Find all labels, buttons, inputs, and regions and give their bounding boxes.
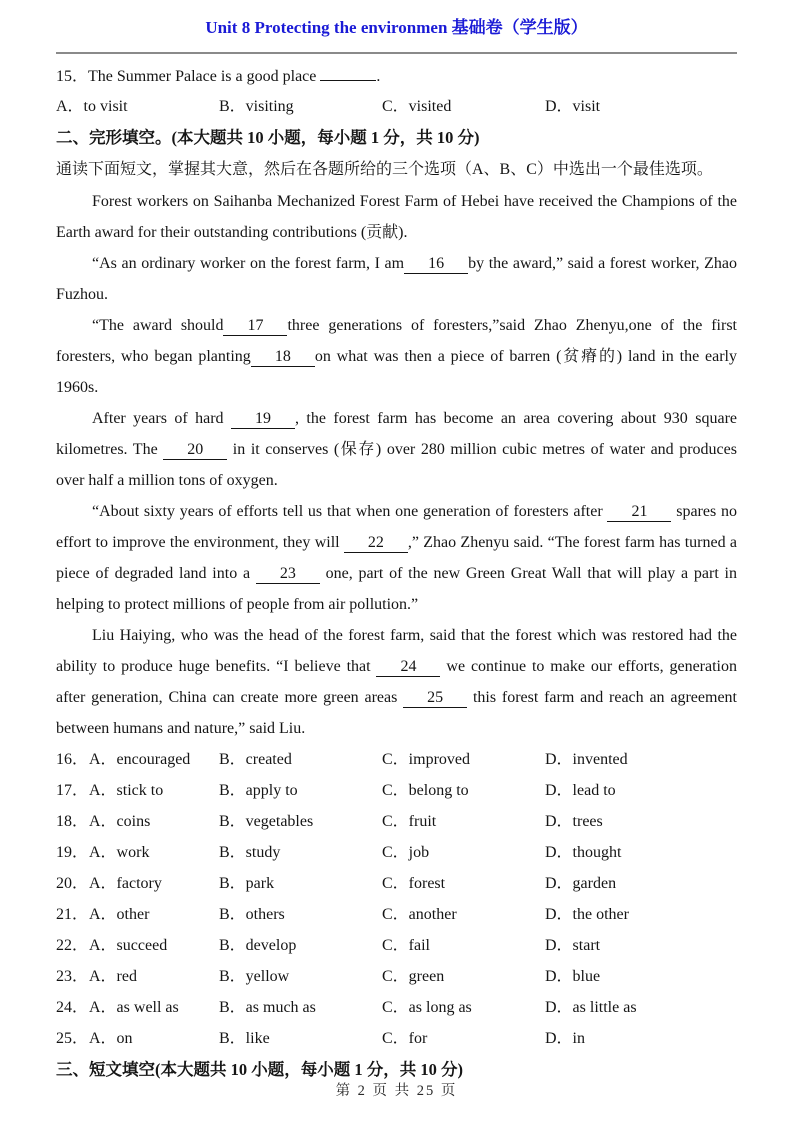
- option-c: C．belong to: [382, 782, 469, 799]
- cloze-question-row-16: [56, 744, 737, 775]
- passage-text: this forest farm and reach an agreement between humans and nature,” said Liu.: [56, 689, 737, 737]
- q15-option-d: D．visit: [545, 98, 601, 115]
- option-d: D．in: [545, 1030, 586, 1047]
- passage-text: by the award,” said a forest worker, Zhao Fuzhou.: [56, 255, 737, 303]
- question-number: 19．: [56, 844, 89, 861]
- option-a: A．on: [89, 1030, 133, 1047]
- option-c: C．green: [382, 968, 445, 985]
- cloze-question-row-23: [56, 961, 737, 992]
- option-a: A．factory: [89, 875, 162, 892]
- question-15-blank: [320, 64, 376, 81]
- option-b: B．apply to: [219, 782, 298, 799]
- passage-paragraph-2: [56, 248, 737, 310]
- option-b: B．park: [219, 875, 275, 892]
- option-a: A．as well as: [89, 999, 179, 1016]
- q15-option-b: B．visiting: [219, 98, 294, 115]
- question-15-text: 15．The Summer Palace is a good place: [56, 68, 321, 85]
- question-number: 20．: [56, 875, 89, 892]
- cloze-question-row-21: [56, 899, 737, 930]
- cloze-instruction: 通读下面短文，掌握其大意，然后在各题所给的三个选项（A、B、C）中选出一个最佳选项。: [56, 161, 713, 178]
- option-c: C．for: [382, 1030, 428, 1047]
- option-c: C．forest: [382, 875, 446, 892]
- cloze-blank-21: 21: [607, 503, 671, 522]
- option-b: B．as much as: [219, 999, 316, 1016]
- option-d: D．lead to: [545, 782, 616, 799]
- option-a: A．coins: [89, 813, 151, 830]
- section-3-heading: 三、短文填空(本大题共 10 小题，每小题 1 分，共 10 分): [56, 1060, 463, 1079]
- cloze-question-row-24: [56, 992, 737, 1023]
- option-d: D．garden: [545, 875, 617, 892]
- question-number: 22．: [56, 937, 89, 954]
- cloze-question-row-25: [56, 1023, 737, 1054]
- question-number: 17．: [56, 782, 89, 799]
- option-b: B．others: [219, 906, 285, 923]
- option-d: D．blue: [545, 968, 601, 985]
- passage-text: “As an ordinary worker on the forest farm, I am: [92, 255, 405, 272]
- cloze-blank-23: 23: [256, 565, 320, 584]
- option-a: A．work: [89, 844, 150, 861]
- option-b: B．study: [219, 844, 281, 861]
- passage-text: one, part of the new Green Great Wall that will play a part in helping to protect millions of people from air pollution.”: [56, 565, 738, 613]
- cloze-question-row-18: [56, 806, 737, 837]
- footer-page-number: 第 2 页 共 25 页: [335, 1083, 458, 1099]
- option-d: D．thought: [545, 844, 622, 861]
- q15-option-c: C．visited: [382, 98, 452, 115]
- cloze-question-row-17: [56, 775, 737, 806]
- passage-text: three generations of foresters,”said Zhao Zhenyu,one of the first foresters, who began planting: [56, 317, 737, 365]
- option-c: C．fruit: [382, 813, 437, 830]
- cloze-blank-24: 24: [376, 658, 440, 677]
- question-number: 21．: [56, 906, 89, 923]
- question-15-period: .: [376, 68, 381, 85]
- cloze-blank-25: 25: [403, 689, 467, 708]
- question-number: 25．: [56, 1030, 89, 1047]
- passage-text: , the forest farm has become an area covering about 930 square kilometres. The: [56, 410, 737, 458]
- option-b: B．vegetables: [219, 813, 314, 830]
- section-2-heading: 二、完形填空。(本大题共 10 小题，每小题 1 分，共 10 分): [56, 128, 480, 147]
- cloze-blank-19: 19: [231, 410, 295, 429]
- cloze-blank-18: 18: [251, 348, 315, 367]
- cloze-blank-20: 20: [163, 441, 227, 460]
- option-c: C．fail: [382, 937, 430, 954]
- option-b: B．develop: [219, 937, 297, 954]
- option-d: D．invented: [545, 751, 628, 768]
- question-15-options-row: [56, 92, 737, 122]
- passage-paragraph-5: [56, 496, 737, 620]
- cloze-blank-22: 22: [344, 534, 408, 553]
- option-d: D．the other: [545, 906, 629, 923]
- option-c: C．improved: [382, 751, 470, 768]
- question-number: 18．: [56, 813, 89, 830]
- option-d: D．trees: [545, 813, 603, 830]
- option-d: D．as little as: [545, 999, 637, 1016]
- header-divider: [56, 52, 737, 54]
- passage-text: “About sixty years of efforts tell us that when one generation of foresters after: [92, 503, 608, 520]
- option-a: A．encouraged: [89, 751, 191, 768]
- option-a: A．succeed: [89, 937, 168, 954]
- passage-text: we continue to make our efforts, generation after generation, China can create more green areas: [56, 658, 737, 706]
- passage-paragraph-4: [56, 403, 737, 496]
- option-a: A．stick to: [89, 782, 164, 799]
- passage-text: ,” Zhao Zhenyu said. “The forest farm has turned a piece of degraded land into a: [56, 534, 737, 582]
- option-a: A．other: [89, 906, 150, 923]
- passage-text: “The award should: [92, 317, 224, 334]
- passage-text: Liu Haiying, who was the head of the forest farm, said that the forest which was restored had the ability to produce huge benefits. “I believe that: [56, 627, 737, 675]
- passage-text: After years of hard: [92, 410, 231, 427]
- passage-text: Forest workers on Saihanba Mechanized Forest Farm of Hebei have received the Champions of the Earth award for their outstanding contributions (贡献).: [56, 193, 737, 241]
- option-d: D．start: [545, 937, 601, 954]
- option-b: B．created: [219, 751, 292, 768]
- passage-paragraph-6: [56, 620, 737, 744]
- option-c: C．as long as: [382, 999, 472, 1016]
- question-15-stem: [56, 62, 737, 92]
- option-b: B．yellow: [219, 968, 290, 985]
- option-a: A．red: [89, 968, 137, 985]
- option-c: C．another: [382, 906, 457, 923]
- question-number: 24．: [56, 999, 89, 1016]
- cloze-question-row-20: [56, 868, 737, 899]
- question-number: 16．: [56, 751, 89, 768]
- passage-text: spares no effort to improve the environment, they will: [56, 503, 737, 551]
- option-b: B．like: [219, 1030, 270, 1047]
- cloze-blank-16: 16: [404, 255, 468, 274]
- passage-paragraph-1: [56, 186, 737, 248]
- option-c: C．job: [382, 844, 430, 861]
- cloze-blank-17: 17: [223, 317, 287, 336]
- passage-text: in it conserves (保存) over 280 million cubic metres of water and produces over half a million tons of oxygen.: [56, 441, 737, 489]
- question-number: 23．: [56, 968, 89, 985]
- cloze-question-row-19: [56, 837, 737, 868]
- page-title: Unit 8 Protecting the environmen 基础卷（学生版）: [205, 18, 588, 37]
- passage-paragraph-3: [56, 310, 737, 403]
- cloze-question-row-22: [56, 930, 737, 961]
- q15-option-a: A．to visit: [56, 98, 128, 115]
- passage-text: on what was then a piece of barren (贫瘠的) land in the early 1960s.: [56, 348, 738, 396]
